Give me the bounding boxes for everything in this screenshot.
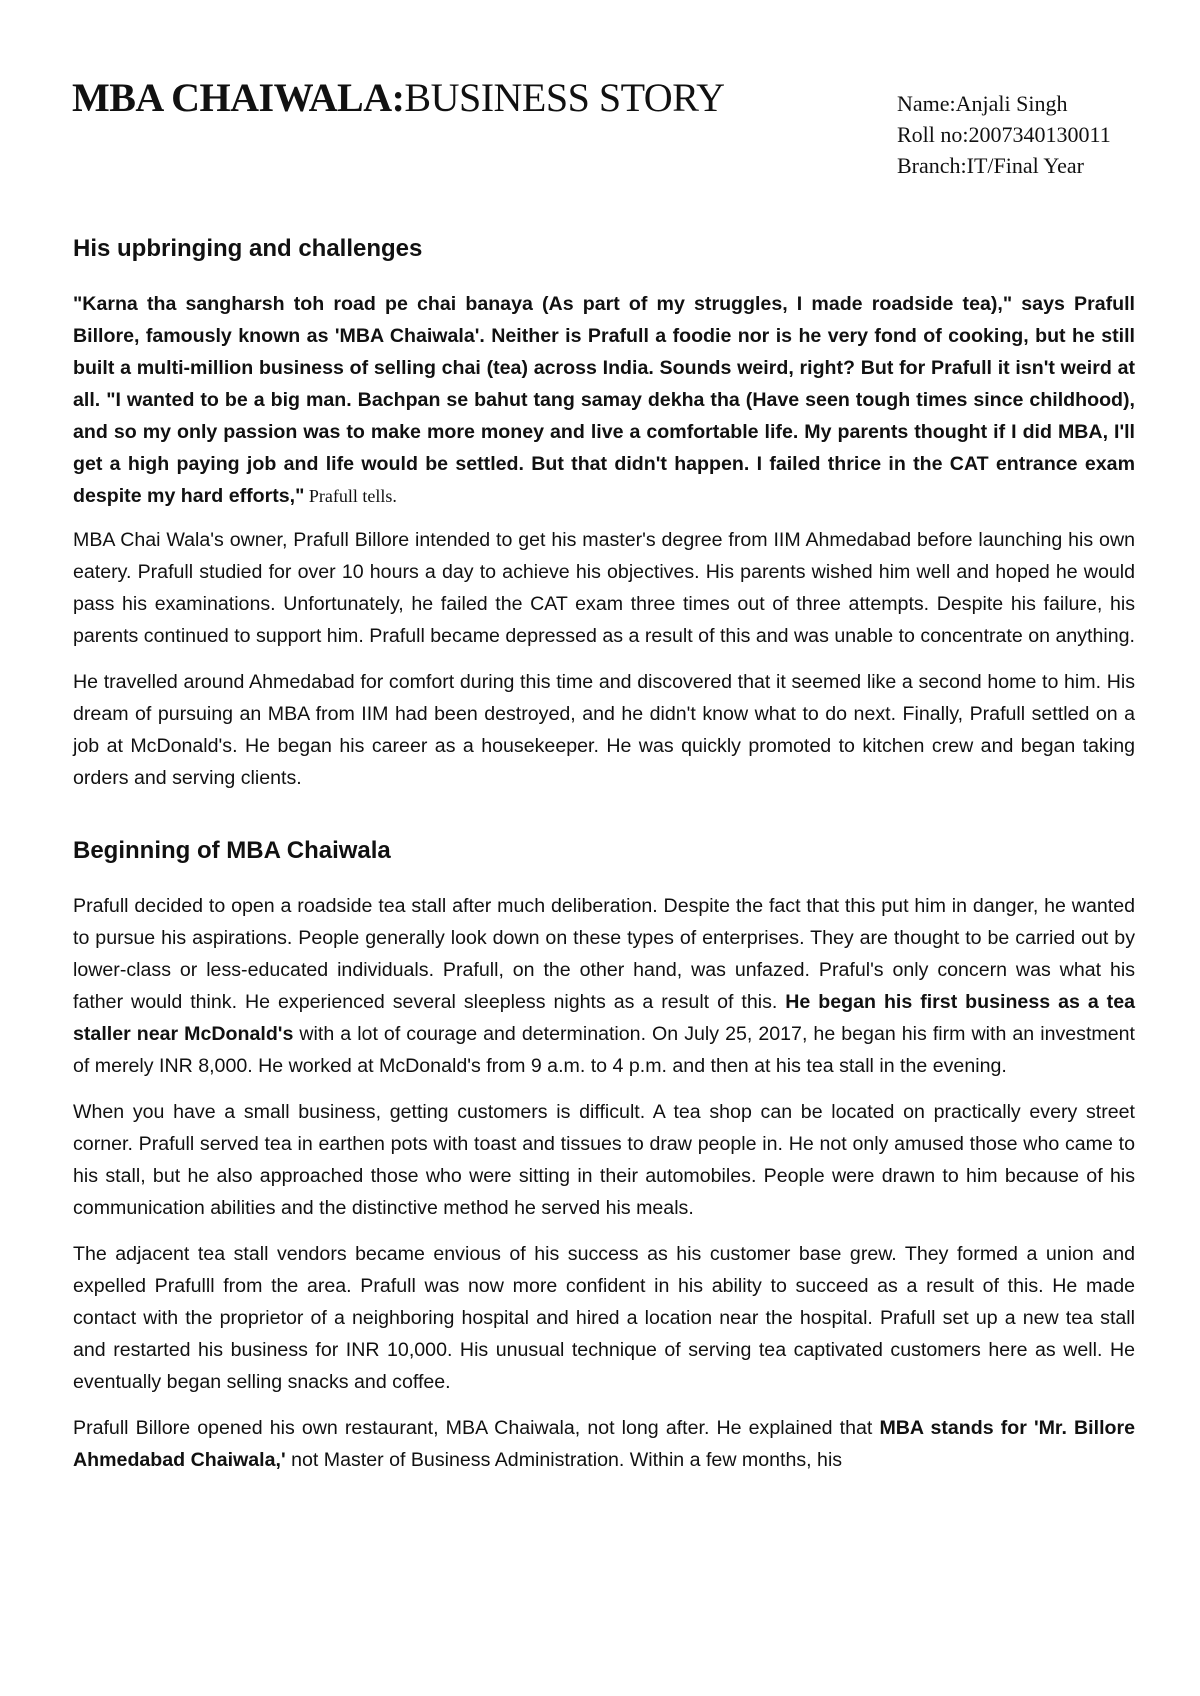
highlight-text: He began his first business as a tea staller near McDonald's	[73, 991, 1135, 1045]
text-run: not Master of Business Administration. Within a few months, his	[285, 1449, 843, 1471]
quote-text: "Karna tha sangharsh toh road pe chai banaya (As part of my struggles, I made roadside tea)," says Prafull Billore, famously known as 'MBA Chaiwala'. Neither is Prafull a foodie nor is he very fond of cooking, but he still built a multi-million business of selling chai (tea) across India. Sounds weird, right? But for Prafull it isn't weird at all. "I wanted to be a big man. Bachpan se bahut tang samay dekha tha (Have seen tough times since childhood), and so my only passion was to make more money and live a comfortable life. My parents thought if I did MBA, I'll get a high paying job and life would be settled. But that didn't happen. I failed thrice in the CAT entrance exam despite my hard efforts,"	[73, 293, 1135, 507]
section-heading: His upbringing and challenges	[73, 235, 423, 262]
highlight-text: MBA stands for 'Mr. Billore Ahmedabad Chaiwala,'	[73, 1417, 1135, 1471]
section-heading: Beginning of MBA Chaiwala	[73, 837, 391, 864]
text-run: Prafull decided to open a roadside tea stall after much deliberation. Despite the fact that this put him in danger, he wanted to pursue his aspirations. People generally look down on these types of enterprises. They are thought to be carried out by lower-class or less-educated individuals. Prafull, on the other hand, was unfazed. Praful's only concern was what his father would think. He experienced several sleepless nights as a result of this.	[73, 895, 1135, 1013]
document-body	[73, 220, 1135, 1490]
student-roll: Roll no:2007340130011	[897, 122, 1111, 147]
student-name: Name:Anjali Singh	[897, 91, 1068, 116]
student-branch: Branch:IT/Final Year	[897, 153, 1084, 178]
student-info	[897, 88, 1111, 181]
paragraph: MBA Chai Wala's owner, Prafull Billore intended to get his master's degree from IIM Ahmedabad before launching his own eatery. Prafull studied for over 10 hours a day to achieve his objectives. His parents wished him well and hoped he would pass his examinations. Unfortunately, he failed the CAT exam three times out of three attempts. Despite his failure, his parents continued to support him. Prafull became depressed as a result of this and was unable to concentrate on anything.	[73, 529, 1135, 647]
section-beginning	[73, 834, 1135, 1476]
document-title	[72, 74, 725, 122]
quote-paragraph	[73, 288, 1135, 512]
paragraph	[73, 890, 1135, 1082]
paragraph	[73, 1412, 1135, 1476]
quote-attribution: Prafull tells.	[304, 486, 397, 506]
title-rest-part: BUSINESS STORY	[404, 75, 725, 120]
text-run: with a lot of courage and determination. On July 25, 2017, he began his firm with an investment of merely INR 8,000. He worked at McDonald's from 9 a.m. to 4 p.m. and then at his tea stall in the evening.	[73, 1023, 1135, 1077]
section-upbringing	[73, 232, 1135, 794]
title-bold-part: MBA CHAIWALA:	[72, 75, 405, 120]
paragraph: The adjacent tea stall vendors became envious of his success as his customer base grew. They formed a union and expelled Prafulll from the area. Prafull was now more confident in his ability to succeed as a result of this. He made contact with the proprietor of a neighboring hospital and hired a location near the hospital. Prafull set up a new tea stall and restarted his business for INR 10,000. His unusual technique of serving tea captivated customers here as well. He eventually began selling snacks and coffee.	[73, 1243, 1135, 1393]
paragraph: When you have a small business, getting customers is difficult. A tea shop can be located on practically every street corner. Prafull served tea in earthen pots with toast and tissues to draw people in. He not only amused those who came to his stall, but he also approached those who were sitting in their automobiles. People were drawn to him because of his communication abilities and the distinctive method he served his meals.	[73, 1101, 1135, 1219]
paragraph: He travelled around Ahmedabad for comfort during this time and discovered that it seemed like a second home to him. His dream of pursuing an MBA from IIM had been destroyed, and he didn't know what to do next. Finally, Prafull settled on a job at McDonald's. He began his career as a housekeeper. He was quickly promoted to kitchen crew and began taking orders and serving clients.	[73, 671, 1135, 789]
text-run: Prafull Billore opened his own restaurant, MBA Chaiwala, not long after. He explained that	[73, 1417, 880, 1439]
